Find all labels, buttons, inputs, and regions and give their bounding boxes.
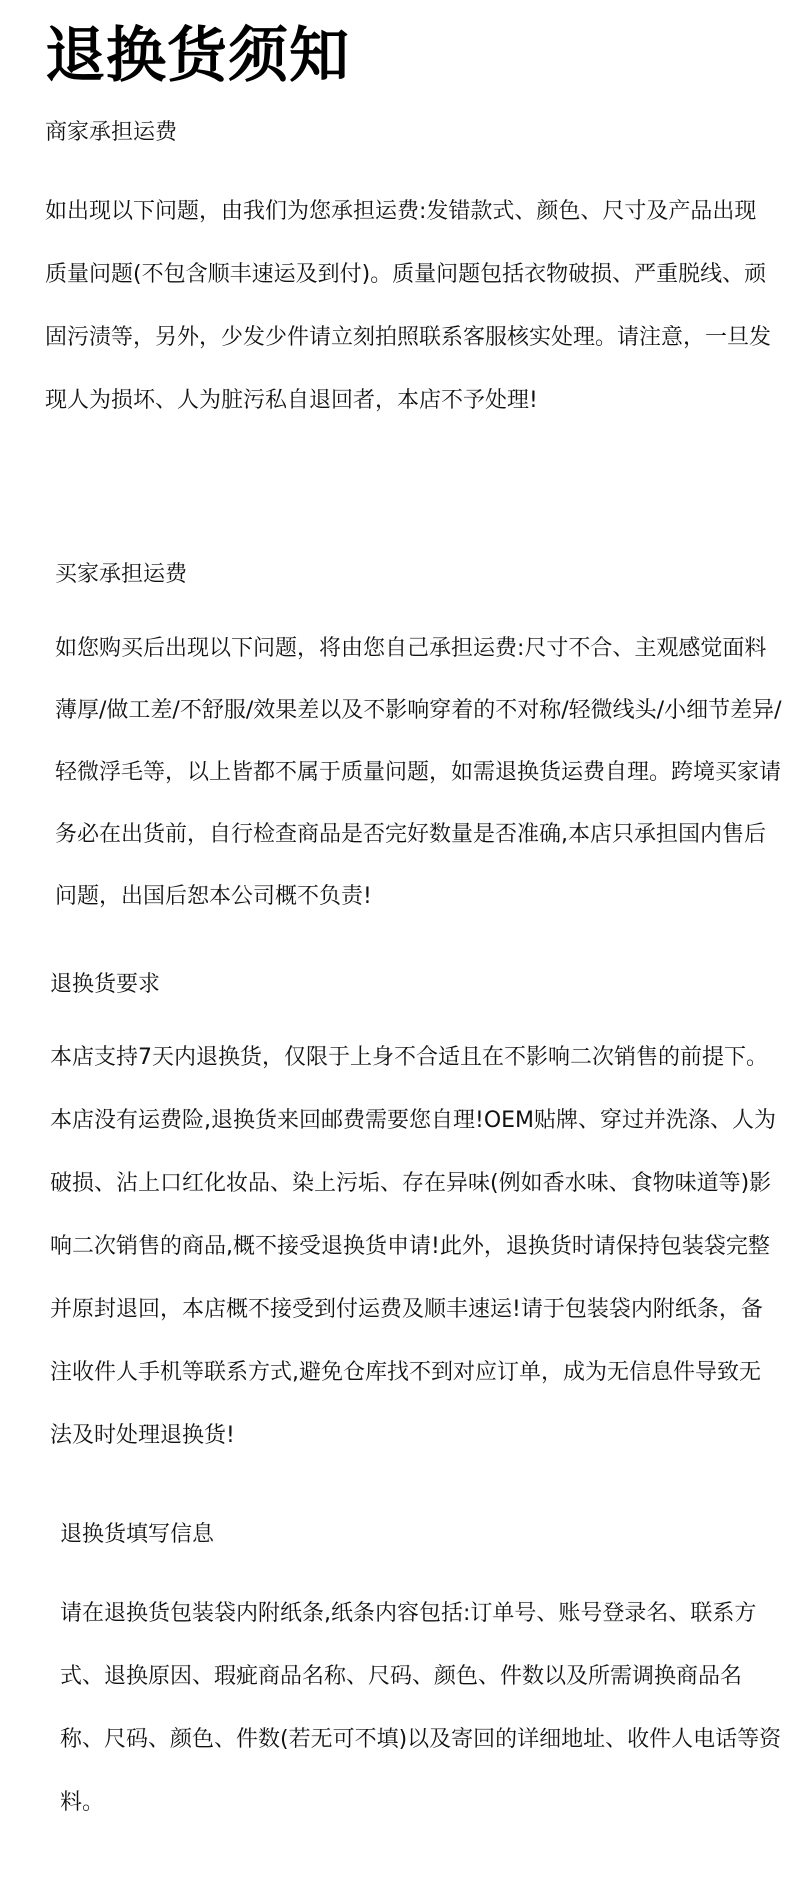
section-return-info-form [60, 1520, 785, 1834]
section-body: 如您购买后出现以下问题，将由您自己承担运费:尺寸不合、主观感觉面料薄厚/做工差/不舒服/效果差以及不影响穿着的不对称/轻微线头/小细节差异/轻微浮毛等，以上皆都不属于质量问题，如需退换货运费自理。跨境买家请务必在出货前，自行检查商品是否完好数量是否准确,本店只承担国内售后问题，出国后恕本公司概不负责! [55, 636, 782, 909]
section-return-requirements [50, 970, 780, 1467]
section-heading: 退换货填写信息 [60, 1522, 215, 1547]
page-title: 退换货须知 [45, 21, 350, 91]
section-body: 本店支持7天内退换货，仅限于上身不合适且在不影响二次销售的前提下。本店没有运费险,退换货来回邮费需要您自理!OEM贴牌、穿过并洗涤、人为破损、沾上口红化妆品、染上污垢、存在异味(例如香水味、食物味道等)影响二次销售的商品,概不接受退换货申请!此外，退换货时请保持包装袋完整并原封退回，本店概不接受到付运费及顺丰速运!请于包装袋内附纸条，备注收件人手机等联系方式,避免仓库找不到对应订单，成为无信息件导致无法及时处理退换货! [50, 1045, 777, 1448]
section-heading: 商家承担运费 [45, 120, 178, 145]
section-body: 请在退换货包装袋内附纸条,纸条内容包括:订单号、账号登录名、联系方式、退换原因、瑕疵商品名称、尺码、颜色、件数以及所需调换商品名称、尺码、颜色、件数(若无可不填)以及寄回的详细地址、收件人电话等资料。 [60, 1601, 782, 1815]
section-heading: 买家承担运费 [55, 562, 188, 587]
section-buyer-pays-shipping [55, 560, 785, 928]
section-body: 如出现以下问题，由我们为您承担运费:发错款式、颜色、尺寸及产品出现质量问题(不包含顺丰速运及到付)。质量问题包括衣物破损、严重脱线、顽固污渍等，另外，少发少件请立刻拍照联系客服核实处理。请注意，一旦发现人为损坏、人为脏污私自退回者，本店不予处理! [45, 199, 772, 413]
section-merchant-pays-shipping [45, 118, 775, 432]
section-heading: 退换货要求 [50, 972, 161, 997]
